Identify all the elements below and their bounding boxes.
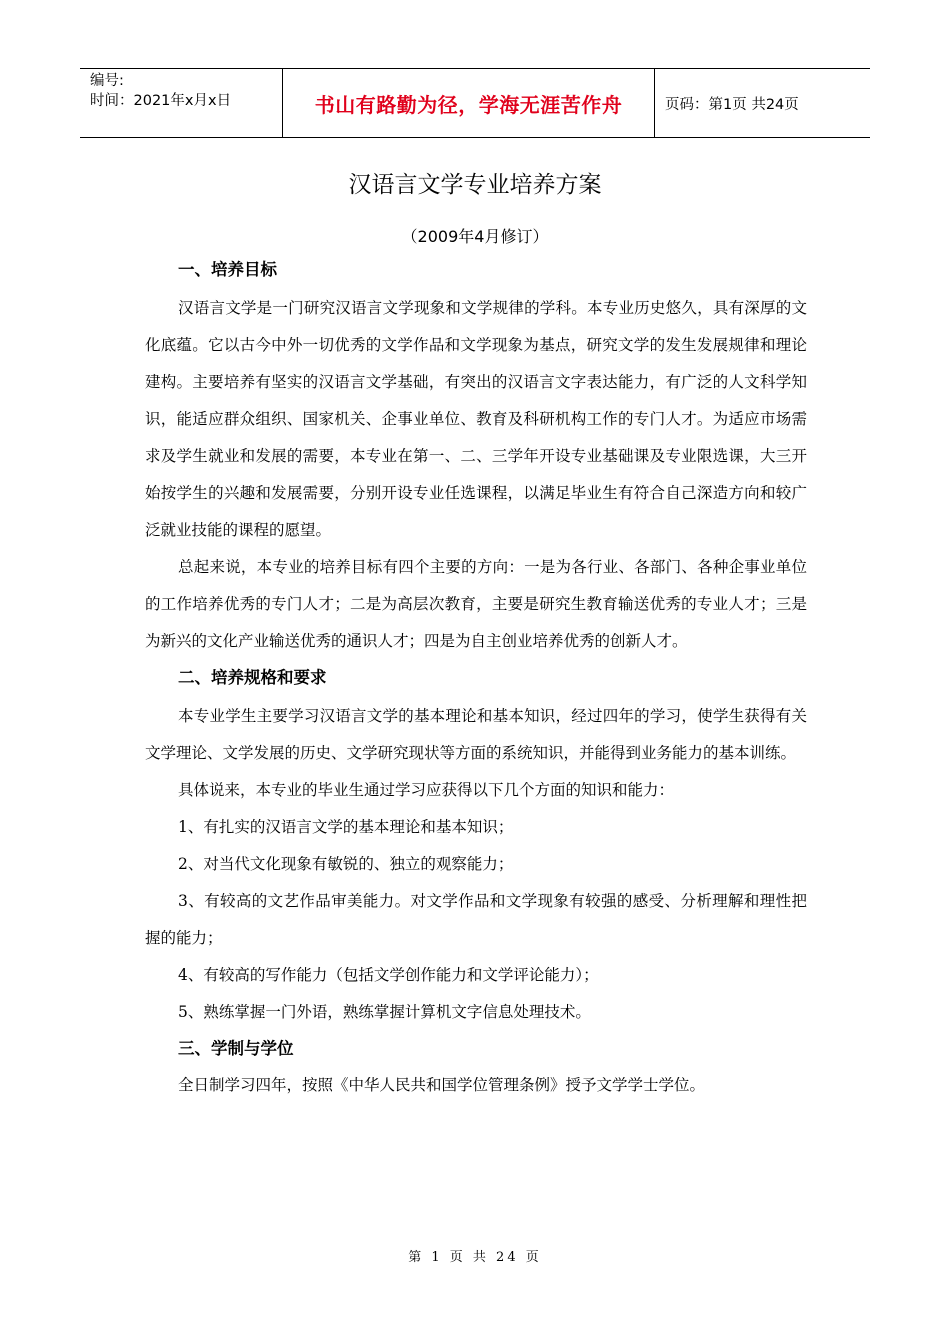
header-motto-cell bbox=[282, 69, 655, 137]
document-subtitle: （2009年4月修订） bbox=[401, 227, 549, 246]
list-item: 1、有扎实的汉语言文学的基本理论和基本知识； bbox=[178, 818, 514, 836]
document-number-label: 编号: bbox=[90, 73, 124, 89]
section-heading: 三、学制与学位 bbox=[178, 1039, 294, 1058]
section-training-goals bbox=[145, 258, 807, 660]
paragraph: 本专业学生主要学习汉语言文学的基本理论和基本知识，经过四年的学习，使学生获得有关文学理论、文学发展的历史、文学研究现状等方面的系统知识，并能得到业务能力的基本训练。 bbox=[145, 707, 807, 762]
list-item: 2、对当代文化现象有敏锐的、独立的观察能力； bbox=[178, 855, 514, 873]
paragraph: 总起来说，本专业的培养目标有四个主要的方向：一是为各行业、各部门、各种企事业单位的工作培养优秀的专门人才；二是为高层次教育，主要是研究生教育输送优秀的专业人才；三是为新兴的文化产业输送优秀的通识人才；四是为自主创业培养优秀的创新人才。 bbox=[145, 558, 807, 650]
list-item: 4、有较高的写作能力（包括文学创作能力和文学评论能力）； bbox=[178, 966, 599, 984]
page-footer: 第 1 页 共 24 页 bbox=[408, 1250, 542, 1265]
paragraph: 全日制学习四年，按照《中华人民共和国学位管理条例》授予文学学士学位。 bbox=[178, 1076, 706, 1094]
document-title: 汉语言文学专业培养方案 bbox=[348, 172, 602, 198]
header-page-info: 页码：第1页 共24页 bbox=[665, 96, 799, 113]
list-item: 3、有较高的文艺作品审美能力。对文学作品和文学现象有较强的感受、分析理解和理性把握的能力； bbox=[145, 892, 807, 947]
list-item: 5、熟练掌握一门外语，熟练掌握计算机文字信息处理技术。 bbox=[178, 1003, 591, 1021]
paragraph: 具体说来，本专业的毕业生通过学习应获得以下几个方面的知识和能力： bbox=[178, 781, 675, 799]
section-heading: 一、培养目标 bbox=[178, 260, 277, 279]
header-meta bbox=[80, 69, 282, 137]
section-requirements bbox=[145, 666, 807, 1031]
motto-text: 书山有路勤为径，学海无涯苦作舟 bbox=[314, 92, 623, 117]
section-heading: 二、培养规格和要求 bbox=[178, 668, 327, 687]
document-body bbox=[145, 258, 807, 1104]
document-date: 时间：2021年x月x日 bbox=[90, 93, 232, 109]
header-table bbox=[80, 68, 870, 138]
section-duration-degree bbox=[145, 1037, 807, 1104]
paragraph: 汉语言文学是一门研究汉语言文学现象和文学规律的学科。本专业历史悠久，具有深厚的文化底蕴。它以古今中外一切优秀的文学作品和文学现象为基点，研究文学的发生发展规律和理论建构。主要培养有坚实的汉语言文学基础，有突出的汉语言文字表达能力，有广泛的人文科学知识，能适应群众组织、国家机关、企事业单位、教育及科研机构工作的专门人才。为适应市场需求及学生就业和发展的需要，本专业在第一、二、三学年开设专业基础课及专业限选课，大三开始按学生的兴趣和发展需要，分别开设专业任选课程，以满足毕业生有符合自己深造方向和较广泛就业技能的课程的愿望。 bbox=[145, 299, 807, 539]
